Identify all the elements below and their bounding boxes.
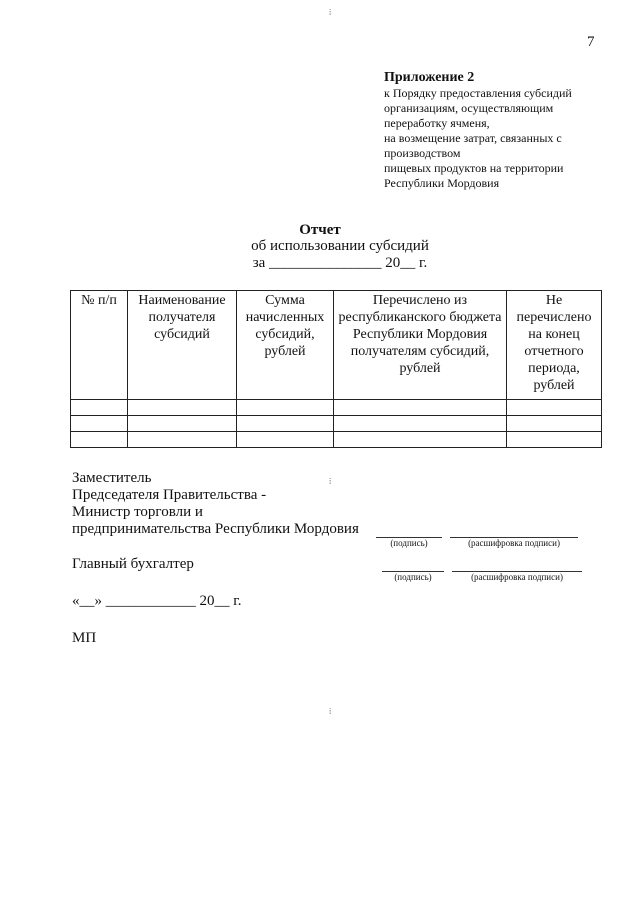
stamp-placeholder: МП (72, 630, 97, 646)
report-period: за _______________ 20__ г. (252, 255, 428, 271)
deputy-title-line: предпринимательства Республики Мордовия (72, 521, 359, 537)
appendix-line: на возмещение затрат, связанных с (384, 131, 562, 145)
report-subtitle: об использовании субсидий (251, 238, 429, 254)
column-header-not-transferred: Не перечислено на конец отчетного периода, рублей (507, 291, 602, 400)
appendix-title: Приложение 2 (384, 70, 475, 85)
appendix-line: переработку ячменя, (384, 116, 490, 130)
table-cell (71, 416, 128, 432)
table-cell (71, 400, 128, 416)
appendix-line: производством (384, 146, 461, 160)
date-line: «__» ____________ 20__ г. (72, 593, 242, 609)
signature-caption: (подпись) (390, 538, 428, 548)
decoding-caption: (расшифровка подписи) (468, 538, 560, 548)
table-cell (237, 432, 334, 448)
table-cell (507, 416, 602, 432)
appendix-line: к Порядку предоставления субсидий (384, 86, 572, 100)
signature-caption: (подпись) (394, 572, 432, 582)
report-header (0, 238, 640, 272)
appendix-block (384, 69, 614, 191)
table-cell (71, 432, 128, 448)
appendix-line: Республики Мордовия (384, 176, 500, 190)
table-cell (334, 400, 507, 416)
table-cell (128, 416, 237, 432)
table-cell (128, 432, 237, 448)
appendix-line: пищевых продуктов на территории (384, 161, 564, 175)
table-row (71, 432, 602, 448)
column-header-accrued: Сумма начисленных субсидий, рублей (237, 291, 334, 400)
column-header-transferred: Перечислено из республиканского бюджета Республики Мордовия получателям субсидий, рублей (334, 291, 507, 400)
appendix-line: организациям, осуществляющим (384, 101, 554, 115)
deputy-signature-block (72, 470, 372, 538)
table-row (71, 416, 602, 432)
column-header-recipient: Наименование получателя субсидий (128, 291, 237, 400)
scan-mark: ⁞ (329, 707, 332, 716)
deputy-title-line: Министр торговли и (72, 504, 203, 520)
table-cell (507, 432, 602, 448)
table-cell (507, 400, 602, 416)
report-title: Отчет (299, 222, 341, 238)
table-cell (334, 432, 507, 448)
table-cell (128, 400, 237, 416)
chief-accountant-label: Главный бухгалтер (72, 556, 194, 572)
scan-mark: ⁞ (329, 8, 332, 17)
deputy-title-line: Председателя Правительства - (72, 487, 267, 503)
report-table (70, 290, 602, 448)
table-header-row (71, 291, 602, 400)
table-cell (334, 416, 507, 432)
table-row (71, 400, 602, 416)
table-cell (237, 400, 334, 416)
table-cell (237, 416, 334, 432)
decoding-caption: (расшифровка подписи) (471, 572, 563, 582)
deputy-title-line: Заместитель (72, 470, 152, 486)
page-number: 7 (587, 34, 595, 50)
scan-mark: ⁞ (329, 477, 332, 486)
column-header-number: № п/п (71, 291, 128, 400)
